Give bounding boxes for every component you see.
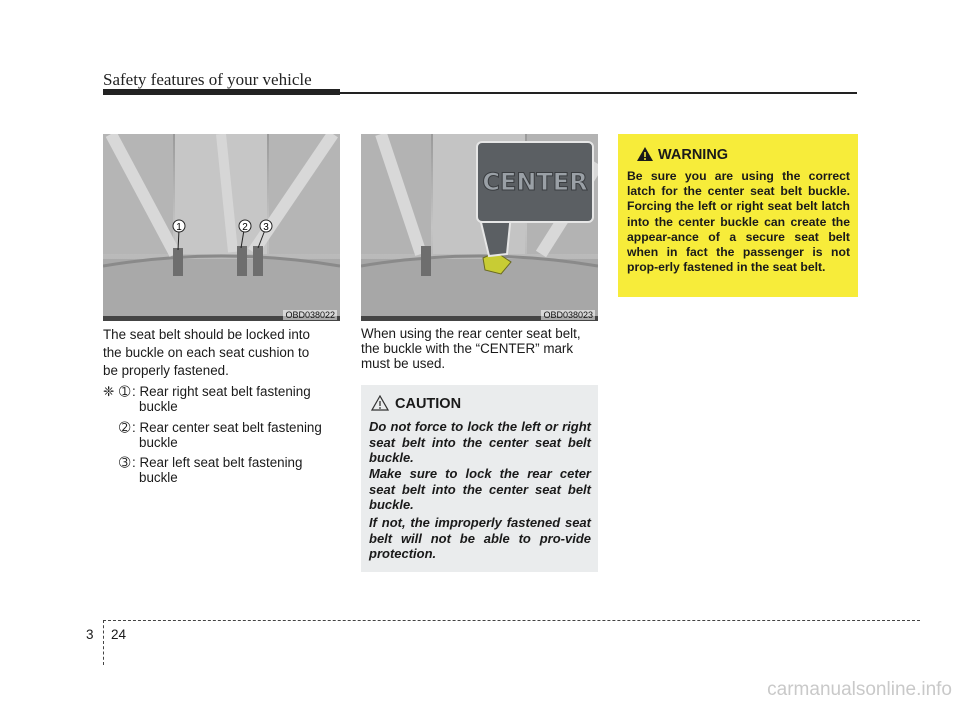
item-text-cont: buckle [139, 435, 178, 450]
warning-box [618, 134, 858, 297]
center-label-badge [477, 142, 593, 222]
center-buckle-illustration [361, 134, 598, 321]
svg-text:2: 2 [242, 222, 248, 233]
svg-text:1: 1 [176, 222, 182, 233]
text-line: must be used. [361, 356, 446, 371]
caution-paragraph: If not, the improperly fastened seat belt will not be able to pro-vide protection. [369, 515, 591, 561]
caution-title: CAUTION [395, 396, 462, 412]
caution-paragraph: Make sure to lock the rear ceter seat belt into the center seat belt buckle. [369, 466, 591, 512]
header-rule [103, 92, 857, 94]
intro-line: be properly fastened. [103, 363, 229, 378]
center-buckle-photo [361, 134, 598, 321]
intro-line: the buckle on each seat cushion to [103, 345, 310, 360]
page-number: 24 [111, 627, 127, 642]
watermark: carmanualsonline.info [767, 679, 952, 700]
item-number: ➂ [119, 455, 131, 470]
item-text: : Rear right seat belt fastening [132, 384, 311, 399]
photo-code: OBD038023 [543, 310, 593, 320]
svg-text:CENTER: CENTER [482, 168, 588, 196]
caution-paragraph: Do not force to lock the left or right seat belt into the center seat belt buckle. [369, 419, 591, 465]
item-text: : Rear left seat belt fastening [132, 455, 303, 470]
note-mark: ❈ [103, 384, 115, 399]
footer-rule [103, 620, 920, 621]
rear-seat-illustration [103, 134, 340, 321]
svg-text:3: 3 [263, 222, 269, 233]
section-title: Safety features of your vehicle [103, 70, 312, 89]
center-buckle-text [361, 326, 601, 371]
chapter-number: 3 [86, 627, 94, 642]
item-text-cont: buckle [139, 470, 178, 485]
item-number: ➁ [119, 420, 131, 435]
item-number: ➀ [119, 384, 131, 399]
caution-box [361, 385, 598, 572]
item-text-cont: buckle [139, 399, 178, 414]
photo-code: OBD038022 [285, 310, 335, 320]
intro-text [103, 326, 343, 380]
text-line: the buckle with the “CENTER” mark [361, 341, 574, 356]
warning-text: Be sure you are using the correct latch for the center seat belt buckle. Forcing the left or right seat belt latch into the center buckle can create the appear-ance of a secure seat belt when in fact the passenger is not prop-erly fastened in the seat belt. [627, 169, 850, 275]
caution-triangle-icon [371, 395, 389, 416]
intro-line: The seat belt should be locked into [103, 327, 310, 342]
item-text: : Rear center seat belt fastening [132, 420, 322, 435]
rear-seat-buckles-photo [103, 134, 340, 321]
text-line: When using the rear center seat belt, [361, 326, 581, 341]
warning-title: WARNING [658, 147, 729, 163]
footer-divider [103, 620, 104, 665]
warning-triangle-icon [636, 146, 654, 167]
